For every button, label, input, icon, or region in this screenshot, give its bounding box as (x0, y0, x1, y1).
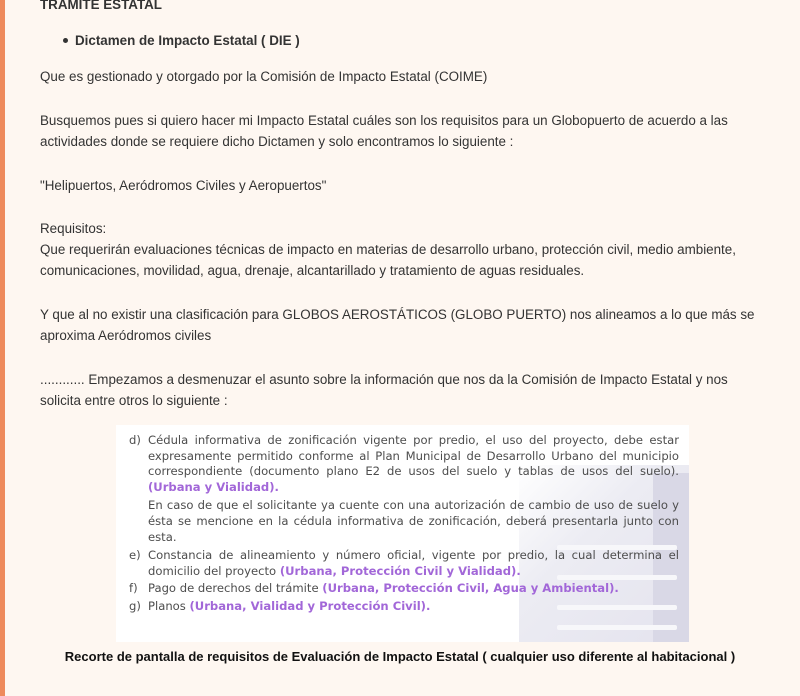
requirement-label: d) (129, 433, 141, 447)
paragraph-requirements-label: Requisitos: (40, 221, 107, 236)
requirement-d-note (116, 498, 689, 545)
figure-text (116, 433, 689, 615)
section-heading: TRAMITE ESTATAL (40, 0, 162, 12)
paragraph-commission: ............ Empezamos a desmenuzar el asunto sobre la información que nos da la Comisión de Impacto Estatal y nos solicita entre otros lo siguiente : (40, 372, 728, 408)
requirement-note-text: En caso de que el solicitante ya cuente con una autorización de cambio de uso de suelo y ésta se mencione en la cédula informativa de zonificación, deberá presentarla junto con esta. (148, 498, 679, 544)
requirement-e (116, 548, 689, 579)
requirement-tag: (Urbana, Vialidad y Protección Civil). (189, 598, 431, 613)
paragraph-search: Busquemos pues si quiero hacer mi Impacto Estatal cuáles son los requisitos para un Globopuerto de acuerdo a las actividades donde se requiere dicho Dictamen y solo encontramos lo siguiente : (40, 113, 728, 149)
requirement-label: e) (129, 548, 141, 563)
left-accent-bar (0, 0, 5, 696)
paragraph-classification: Y que al no existir una clasificación para GLOBOS AEROSTÁTICOS (GLOBO PUERTO) nos alineamos a lo que más se aproxima Aeródromos civiles (40, 307, 755, 343)
requirement-tag: (Urbana, Protección Civil, Agua y Ambiental). (322, 581, 619, 596)
requirement-text: Pago de derechos del trámite (148, 581, 319, 596)
requirement-text: Planos (148, 598, 186, 613)
requirement-text: Constancia de alineamiento y número oficial, vigente por predio, la cual determina el domicilio del proyecto (148, 548, 679, 578)
requirement-tag: (Urbana, Protección Civil y Vialidad). (279, 563, 521, 578)
requirement-label: f) (129, 581, 138, 596)
paragraph-heliports: "Helipuertos, Aeródromos Civiles y Aeropuertos" (40, 178, 327, 193)
bullet-dot-icon (63, 38, 68, 43)
bullet-text: Dictamen de Impacto Estatal ( DIE ) (75, 33, 300, 48)
requirement-f (116, 581, 689, 597)
bullet-item (63, 33, 300, 48)
requirement-tag: (Urbana y Vialidad). (148, 479, 279, 494)
watermark-line (557, 625, 677, 630)
paragraph-requirements: Que requerirán evaluaciones técnicas de impacto en materias de desarrollo urbano, protección civil, medio ambiente, comunicaciones, movilidad, agua, drenaje, alcantarillado y tratamiento de aguas residuales. (40, 242, 736, 278)
requirement-g (116, 599, 689, 615)
paragraph-coime: Que es gestionado y otorgado por la Comisión de Impacto Estatal (COIME) (40, 69, 488, 84)
requirement-d (116, 433, 689, 495)
requirement-text: Cédula informativa de zonificación vigente por predio, el uso del proyecto, debe estar expresamente permitido conforme al Plan Municipal de Desarrollo Urbano del municipio correspondiente (documento plano E2 de usos del suelo y tablas de usos del suelo). (148, 433, 679, 479)
figure-caption: Recorte de pantalla de requisitos de Evaluación de Impacto Estatal ( cualquier uso diferente al habitacional ) (64, 649, 736, 664)
requirements-screenshot-figure (116, 425, 689, 642)
requirement-label: g) (129, 598, 141, 613)
